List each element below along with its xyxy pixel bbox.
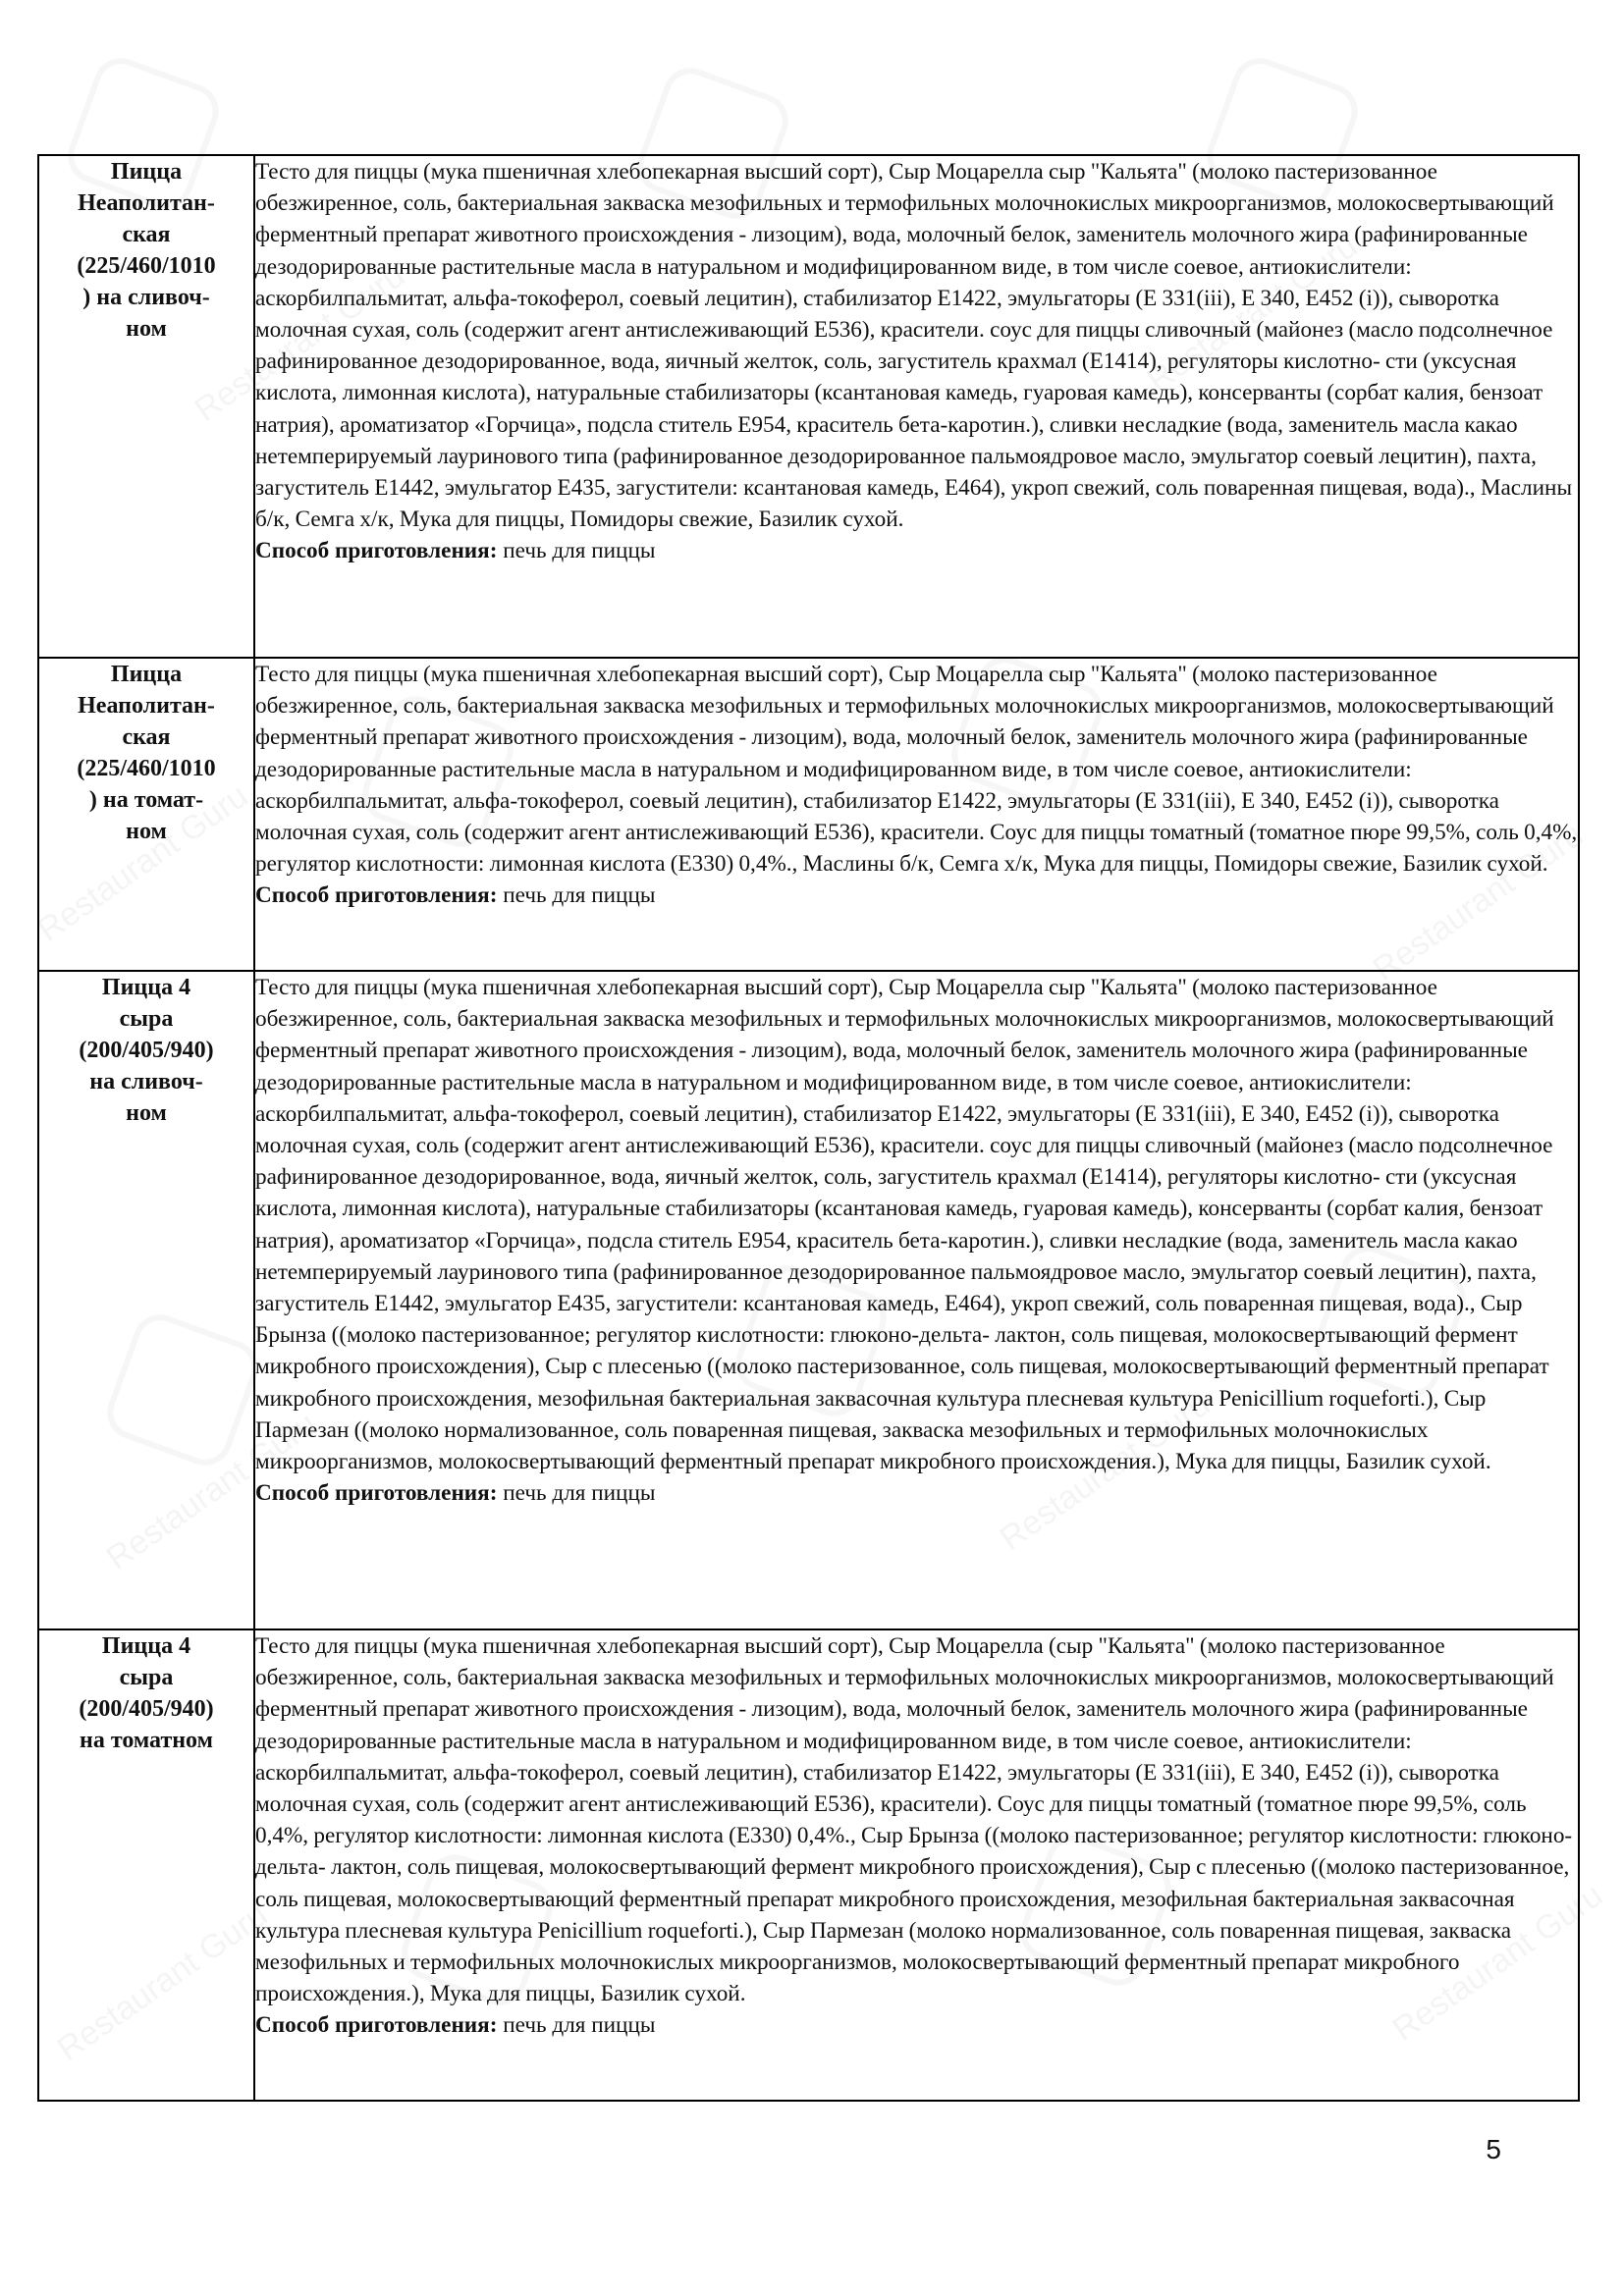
dish-name-cell [38, 658, 254, 971]
table-row [38, 1629, 1579, 2101]
cooking-method [255, 880, 1578, 911]
dish-composition: Тесто для пиццы (мука пшеничная хлебопекарная высший сорт), Сыр Моцарелла сыр "Кальята" (молоко пастеризованное обезжиренное, соль, бактериальная закваска мезофильных и термофильных молочнокислых микроорганизмов, молокосвертывающий ферментный препарат животного происхождения - лизоцим), вода, молочный белок, заменитель молочного жира (рафинированные дезодорированные растительные масла в натуральном и модифицированном виде, в том числе соевое, антиокислители: аскорбилпальмитат, альфа-токоферол, соевый лецитин), стабилизатор Е1422, эмульгаторы (Е 331(iii), Е 340, Е452 (i)), сыворотка молочная сухая, соль (содержит агент антислеживающий Е536), красители. соус для пиццы сливочный (майонез (масло подсолнечное рафинированное дезодорированное, вода, яичный желток, соль, загуститель крахмал (Е1414), регуляторы кислотно- сти (уксусная кислота, лимонная кислота), натуральные стабилизаторы (ксантановая камедь, гуаровая камедь), консерванты (сорбат калия, бензоат натрия), ароматизатор «Горчица», подсла ститель Е954, краситель бета-каротин.), сливки несладкие (вода, заменитель масла какао нетемперируемый лауринового типа (рафинированное дезодорированное пальмоядровое масло, эмульгатор соевый лецитин), пахта, загуститель Е1442, эмульгатор Е435, загустители: ксантановая камедь, Е464), укроп свежий, соль поваренная пищевая, вода)., Сыр Брынза ((молоко пастеризованное; регулятор кислотности: глюконо-дельта- лактон, соль пищевая, молокосвертывающий фермент микробного происхождения), Сыр с плесенью ((молоко пастеризованное, соль пищевая, молокосвертывающий ферментный препарат микробного происхождения, мезофильная бактериальная заквасочная культура плесневая культура Penicillium roqueforti.), Сыр Пармезан ((молоко нормализованное, соль поваренная пищевая, закваска мезофильных и термофильных молочнокислых микроорганизмов, молокосвертывающий ферментный препарат микробного происхождения.), Мука для пиццы, Базилик сухой. [255, 975, 1554, 1475]
page-number: 5 [1486, 2134, 1501, 2164]
dish-composition: Тесто для пиццы (мука пшеничная хлебопекарная высший сорт), Сыр Моцарелла сыр "Кальята" (молоко пастеризованное обезжиренное, соль, бактериальная закваска мезофильных и термофильных молочнокислых микроорганизмов, молокосвертывающий ферментный препарат животного происхождения - лизоцим), вода, молочный белок, заменитель молочного жира (рафинированные дезодорированные растительные масла в натуральном и модифицированном виде, в том числе соевое, антиокислители: аскорбилпальмитат, альфа-токоферол, соевый лецитин), стабилизатор Е1422, эмульгаторы (Е 331(iii), Е 340, Е452 (i)), сыворотка молочная сухая, соль (содержит агент антислеживающий Е536), красители. Соус для пиццы томатный (томатное пюре 99,5%, соль 0,4%, регулятор кислотности: лимонная кислота (Е330) 0,4%., Маслины б/к, Семга х/к, Мука для пиццы, Помидоры свежие, Базилик сухой. [255, 662, 1578, 878]
dish-description-cell [254, 1629, 1579, 2101]
dish-name: Пицца Неаполитан- ская (225/460/1010 ) на сливоч- ном [77, 159, 216, 342]
cooking-method-value: печь для пиццы [503, 2012, 656, 2039]
dish-composition: Тесто для пиццы (мука пшеничная хлебопекарная высший сорт), Сыр Моцарелла сыр "Кальята" (молоко пастеризованное обезжиренное, соль, бактериальная закваска мезофильных и термофильных молочнокислых микроорганизмов, молокосвертывающий ферментный препарат животного происхождения - лизоцим), вода, молочный белок, заменитель молочного жира (рафинированные дезодорированные растительные масла в натуральном и модифицированном виде, в том числе соевое, антиокислители: аскорбилпальмитат, альфа-токоферол, соевый лецитин), стабилизатор Е1422, эмульгаторы (Е 331(iii), Е 340, Е452 (i)), сыворотка молочная сухая, соль (содержит агент антислеживающий Е536), красители. соус для пиццы сливочный (майонез (масло подсолнечное рафинированное дезодорированное, вода, яичный желток, соль, загуститель крахмал (Е1414), регуляторы кислотно- сти (уксусная кислота, лимонная кислота), натуральные стабилизаторы (ксантановая камедь, гуаровая камедь), консерванты (сорбат калия, бензоат натрия), ароматизатор «Горчица», подсла ститель Е954, краситель бета-каротин.), сливки несладкие (вода, заменитель масла какао нетемперируемый лауринового типа (рафинированное дезодорированное пальмоядровое масло, эмульгатор соевый лецитин), пахта, загуститель Е1442, эмульгатор Е435, загустители: ксантановая камедь, Е464), укроп свежий, соль поваренная пищевая, вода)., Маслины б/к, Семга х/к, Мука для пиццы, Помидоры свежие, Базилик сухой. [255, 159, 1573, 533]
dish-description-cell [254, 155, 1579, 658]
cooking-method-label: Способ приготовления: [255, 1480, 498, 1507]
cooking-method-label: Способ приготовления: [255, 538, 498, 564]
menu-composition-table [37, 154, 1580, 2102]
cooking-method [255, 1477, 1578, 1509]
cooking-method-label: Способ приготовления: [255, 882, 498, 909]
cooking-method [255, 535, 1578, 566]
table-row [38, 971, 1579, 1629]
dish-name-cell [38, 971, 254, 1629]
cooking-method-value: печь для пиццы [503, 882, 656, 909]
dish-composition: Тесто для пиццы (мука пшеничная хлебопекарная высший сорт), Сыр Моцарелла (сыр "Кальята" (молоко пастеризованное обезжиренное, соль, бактериальная закваска мезофильных и термофильных молочнокислых микроорганизмов, молокосвертывающий ферментный препарат животного происхождения - лизоцим), вода, молочный белок, заменитель молочного жира (рафинированные дезодорированные растительные масла в натуральном и модифицированном виде, в том числе соевое, антиокислители: аскорбилпальмитат, альфа-токоферол, соевый лецитин), стабилизатор Е1422, эмульгаторы (Е 331(iii), Е 340, Е452 (i)), сыворотка молочная сухая, соль (содержит агент антислеживающий Е536), красители). Соус для пиццы томатный (томатное пюре 99,5%, соль 0,4%, регулятор кислотности: лимонная кислота (Е330) 0,4%., Сыр Брынза ((молоко пастеризованное; регулятор кислотности: глюконо-дельта- лактон, соль пищевая, молокосвертывающий фермент микробного происхождения), Сыр с плесенью ((молоко пастеризованное, соль пищевая, молокосвертывающий ферментный препарат микробного происхождения, мезофильная бактериальная заквасочная культура плесневая культура Penicillium roqueforti.), Сыр Пармезан (молоко нормализованное, соль поваренная пищевая, закваска мезофильных и термофильных молочнокислых микроорганизмов, молокосвертывающий ферментный препарат микробного происхождения.), Мука для пиццы, Базилик сухой. [255, 1633, 1573, 2007]
dish-name: Пицца Неаполитан- ская (225/460/1010 ) на томат- ном [77, 662, 216, 844]
dish-name: Пицца 4 сыра (200/405/940) на томатном [79, 1633, 214, 1753]
dish-description-cell [254, 658, 1579, 971]
dish-name-cell [38, 1629, 254, 2101]
dish-name: Пицца 4 сыра (200/405/940) на сливоч- ном [79, 975, 214, 1126]
dish-name-cell [38, 155, 254, 658]
cooking-method-value: печь для пиццы [503, 1480, 656, 1507]
cooking-method [255, 2009, 1578, 2041]
cooking-method-value: печь для пиццы [503, 538, 656, 564]
dish-description-cell [254, 971, 1579, 1629]
cooking-method-label: Способ приготовления: [255, 2012, 498, 2039]
table-row [38, 155, 1579, 658]
table-row [38, 658, 1579, 971]
